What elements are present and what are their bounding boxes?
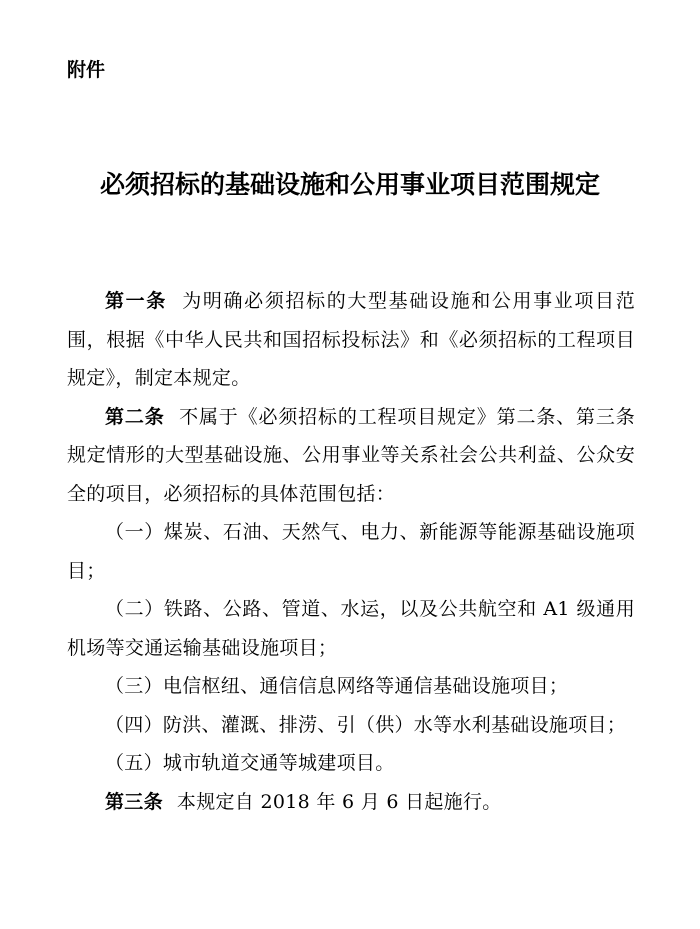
- list-item: （四）防洪、灌溉、排涝、引（供）水等水利基础设施项目；: [105, 713, 627, 736]
- document-title: 必须招标的基础设施和公用事业项目范围规定: [99, 170, 600, 199]
- article-1-label: 第一条: [105, 290, 167, 312]
- list-item: （一）煤炭、石油、天然气、电力、新能源等能源基础设施项目；: [67, 521, 635, 582]
- document-body: [67, 282, 635, 821]
- article-1-text: 为明确必须招标的大型基础设施和公用事业项目范围，根据《中华人民共和国招标投标法》和《必须招标的工程项目规定》，制定本规定。: [67, 290, 635, 389]
- list-item: （二）铁路、公路、管道、水运，以及公共航空和 A1 级通用机场等交通运输基础设施项目；: [67, 598, 635, 659]
- article-3: [67, 783, 635, 822]
- article-3-label: 第三条: [105, 790, 163, 813]
- article-2: [67, 398, 635, 514]
- article-1: [67, 282, 635, 398]
- list-item: （三）电信枢纽、通信信息网络等通信基础设施项目；: [105, 675, 569, 697]
- list-item: （五）城市轨道交通等城建项目。: [105, 752, 395, 774]
- article-2-label: 第二条: [105, 405, 165, 428]
- article-3-text: 本规定自 2018 年 6 月 6 日起施行。: [176, 790, 502, 813]
- article-2-text: 不属于《必须招标的工程项目规定》第二条、第三条规定情形的大型基础设施、公用事业等关系社会公共利益、公众安全的项目，必须招标的具体范围包括：: [67, 405, 635, 505]
- attachment-label: 附件: [67, 59, 106, 81]
